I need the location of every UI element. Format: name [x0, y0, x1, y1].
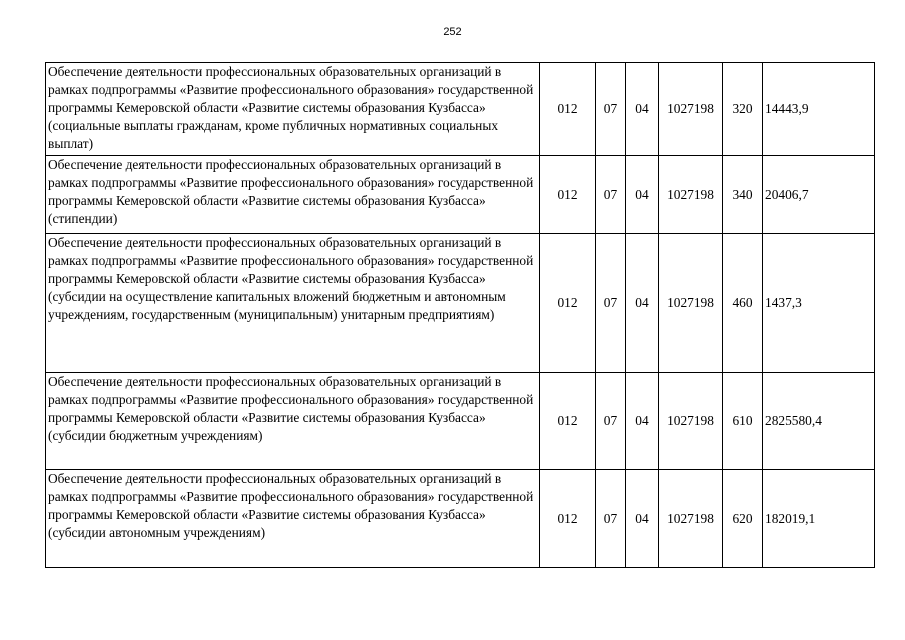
section-code: 07 [596, 234, 626, 373]
table-row [46, 373, 875, 470]
target-article-code: 1027198 [659, 234, 723, 373]
row-description: Обеспечение деятельности профессиональных образовательных организаций в рамках подпрограммы «Развитие профессионального образования» государственной программы Кемеровской области «Развитие системы образования Кузбасса» (субсидии на осуществление капитальных вложений бюджетным и автономным учреждениям, государственным (муниципальным) унитарным предприятиям) [46, 234, 540, 373]
section-code: 07 [596, 63, 626, 156]
row-description: Обеспечение деятельности профессиональных образовательных организаций в рамках подпрограммы «Развитие профессионального образования» государственной программы Кемеровской области «Развитие системы образования Кузбасса» (социальные выплаты гражданам, кроме публичных нормативных социальных выплат) [46, 63, 540, 156]
ministry-code: 012 [540, 234, 596, 373]
expense-type-code: 320 [723, 63, 763, 156]
target-article-code: 1027198 [659, 373, 723, 470]
amount-value: 20406,7 [763, 156, 875, 234]
target-article-code: 1027198 [659, 156, 723, 234]
subsection-code: 04 [626, 63, 659, 156]
table-row [46, 63, 875, 156]
section-code: 07 [596, 156, 626, 234]
amount-value: 182019,1 [763, 470, 875, 568]
subsection-code: 04 [626, 470, 659, 568]
row-description: Обеспечение деятельности профессиональных образовательных организаций в рамках подпрограммы «Развитие профессионального образования» государственной программы Кемеровской области «Развитие системы образования Кузбасса» (субсидии бюджетным учреждениям) [46, 373, 540, 470]
budget-table [45, 62, 875, 568]
amount-value: 2825580,4 [763, 373, 875, 470]
subsection-code: 04 [626, 373, 659, 470]
table-row [46, 470, 875, 568]
ministry-code: 012 [540, 63, 596, 156]
amount-value: 14443,9 [763, 63, 875, 156]
ministry-code: 012 [540, 373, 596, 470]
expense-type-code: 460 [723, 234, 763, 373]
subsection-code: 04 [626, 156, 659, 234]
expense-type-code: 620 [723, 470, 763, 568]
subsection-code: 04 [626, 234, 659, 373]
target-article-code: 1027198 [659, 470, 723, 568]
target-article-code: 1027198 [659, 63, 723, 156]
page-number: 252 [443, 26, 462, 38]
table-row [46, 234, 875, 373]
expense-type-code: 610 [723, 373, 763, 470]
ministry-code: 012 [540, 470, 596, 568]
section-code: 07 [596, 470, 626, 568]
ministry-code: 012 [540, 156, 596, 234]
row-description: Обеспечение деятельности профессиональных образовательных организаций в рамках подпрограммы «Развитие профессионального образования» государственной программы Кемеровской области «Развитие системы образования Кузбасса» (субсидии автономным учреждениям) [46, 470, 540, 568]
row-description: Обеспечение деятельности профессиональных образовательных организаций в рамках подпрограммы «Развитие профессионального образования» государственной программы Кемеровской области «Развитие системы образования Кузбасса» (стипендии) [46, 156, 540, 234]
section-code: 07 [596, 373, 626, 470]
table-row [46, 156, 875, 234]
amount-value: 1437,3 [763, 234, 875, 373]
expense-type-code: 340 [723, 156, 763, 234]
